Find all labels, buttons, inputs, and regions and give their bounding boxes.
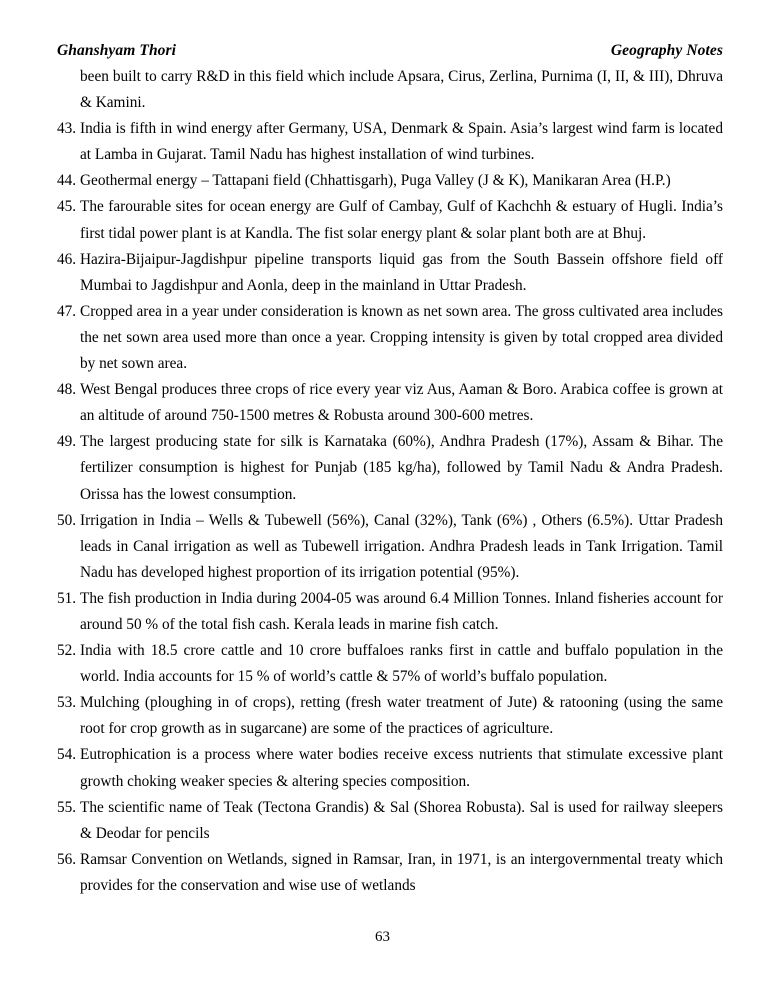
note-number: 45. xyxy=(57,198,77,216)
note-text: Mulching (ploughing in of crops), retting (fresh water treatment of Jute) & ratooning (using the same root for crop growth as in sugarcane) are some of the practices of agriculture. xyxy=(80,694,723,738)
note-item xyxy=(57,299,723,377)
note-number: 46. xyxy=(57,250,77,268)
note-text: India is fifth in wind energy after Germany, USA, Denmark & Spain. Asia’s largest wind farm is located at Lamba in Gujarat. Tamil Nadu has highest installation of wind turbines. xyxy=(80,120,723,164)
note-number: 53. xyxy=(57,694,77,712)
note-number: 52. xyxy=(57,642,77,660)
note-number: 51. xyxy=(57,589,77,607)
note-item xyxy=(57,690,723,742)
note-item xyxy=(57,586,723,638)
page-number: 63 xyxy=(375,929,390,945)
note-text: Irrigation in India – Wells & Tubewell (56%), Canal (32%), Tank (6%) , Others (6.5%). Uttar Pradesh leads in Canal irrigation as well as Tubewell irrigation. Andhra Pradesh leads in Tank Irrigation. Tamil Nadu has developed highest proportion of its irrigation potential (95%). xyxy=(80,511,723,581)
note-text: The fish production in India during 2004-05 was around 6.4 Million Tonnes. Inland fisheries account for around 50 % of the total fish cash. Kerala leads in marine fish catch. xyxy=(80,589,723,633)
note-number: 55. xyxy=(57,798,77,816)
note-text: The farourable sites for ocean energy are Gulf of Cambay, Gulf of Kachchh & estuary of Hugli. India’s first tidal power plant is at Kandla. The fist solar energy plant & solar plant both are at Bhuj. xyxy=(80,198,723,242)
body-column xyxy=(57,64,723,899)
running-head-title: Geography Notes xyxy=(610,42,723,59)
note-item xyxy=(57,429,723,507)
note-text: Eutrophication is a process where water bodies receive excess nutrients that stimulate excessive plant growth choking weaker species & altering species composition. xyxy=(80,746,723,790)
notes-list xyxy=(57,116,723,899)
note-text: Ramsar Convention on Wetlands, signed in Ramsar, Iran, in 1971, is an intergovernmental treaty which provides for the conservation and wise use of wetlands xyxy=(80,850,723,894)
note-number: 50. xyxy=(57,511,77,529)
note-text: The scientific name of Teak (Tectona Grandis) & Sal (Shorea Robusta). Sal is used for railway sleepers & Deodar for pencils xyxy=(80,798,723,842)
note-text: India with 18.5 crore cattle and 10 crore buffaloes ranks first in cattle and buffalo population in the world. India accounts for 15 % of world’s cattle & 57% of world’s buffalo population. xyxy=(80,642,723,686)
note-number: 47. xyxy=(57,302,77,320)
note-item xyxy=(57,795,723,847)
note-text: West Bengal produces three crops of rice every year viz Aus, Aaman & Boro. Arabica coffee is grown at an altitude of around 750-1500 metres & Robusta around 300-600 metres. xyxy=(80,381,723,425)
note-item xyxy=(57,168,723,194)
note-number: 44. xyxy=(57,172,77,190)
note-number: 48. xyxy=(57,381,77,399)
note-item xyxy=(57,638,723,690)
note-item xyxy=(57,116,723,168)
note-text: The largest producing state for silk is Karnataka (60%), Andhra Pradesh (17%), Assam & Bihar. The fertilizer consumption is highest for Punjab (185 kg/ha), followed by Tamil Nadu & Andra Pradesh. Orissa has the lowest consumption. xyxy=(80,433,723,503)
note-item xyxy=(57,194,723,246)
continuation-paragraph: been built to carry R&D in this field which include Apsara, Cirus, Zerlina, Purnima (I, II, & III), Dhruva & Kamini. xyxy=(80,68,723,112)
note-number: 43. xyxy=(57,120,77,138)
note-text: Cropped area in a year under consideration is known as net sown area. The gross cultivated area includes the net sown area used more than once a year. Cropping intensity is given by total cropped area divided by net sown area. xyxy=(80,302,723,373)
running-head-author: Ghanshyam Thori xyxy=(57,42,177,59)
note-number: 49. xyxy=(57,433,77,451)
note-item xyxy=(57,742,723,794)
note-item xyxy=(57,508,723,586)
note-item xyxy=(57,377,723,429)
note-item xyxy=(57,247,723,299)
note-text: Geothermal energy – Tattapani field (Chhattisgarh), Puga Valley (J & K), Manikaran Area (H.P.) xyxy=(80,172,671,190)
note-number: 56. xyxy=(57,850,77,868)
note-item xyxy=(57,847,723,899)
note-text: Hazira-Bijaipur-Jagdishpur pipeline transports liquid gas from the South Bassein offshore field off Mumbai to Jagdishpur and Aonla, deep in the mainland in Uttar Pradesh. xyxy=(80,250,723,294)
running-head xyxy=(57,42,723,60)
note-number: 54. xyxy=(57,746,77,764)
